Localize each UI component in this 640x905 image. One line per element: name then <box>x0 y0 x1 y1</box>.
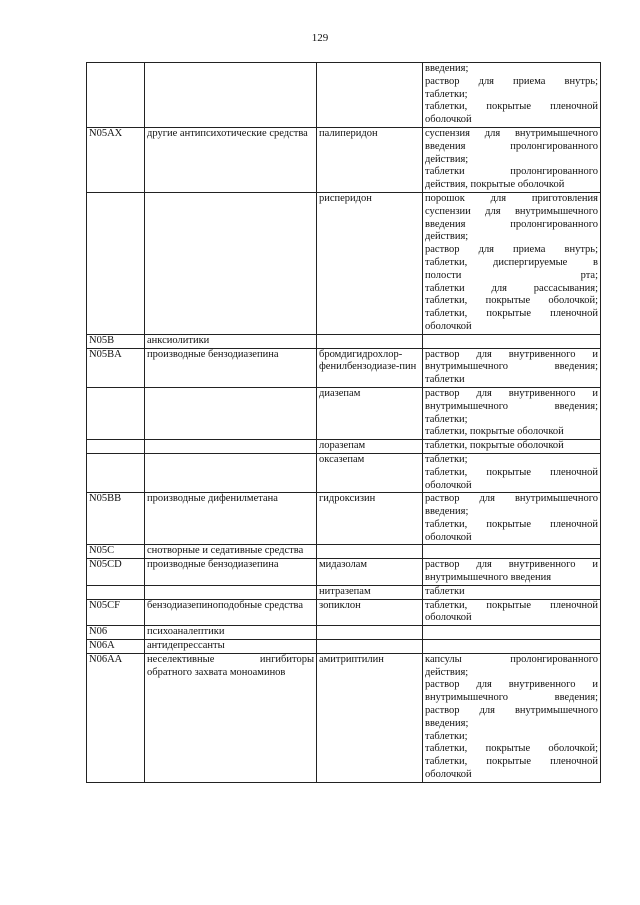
group-name-cell <box>145 387 317 439</box>
table-row <box>87 192 601 334</box>
dosage-form-line: действия; <box>425 153 469 165</box>
dosage-form-line: таблетки, покрытые оболочкой; <box>425 295 598 307</box>
table-row <box>87 599 601 626</box>
dosage-forms-cell <box>423 559 601 586</box>
dosage-forms-cell <box>423 493 601 545</box>
atc-code-cell: N06A <box>87 640 145 654</box>
dosage-form-line: полости рта; <box>425 269 598 281</box>
dosage-form-line: оболочкой <box>425 479 472 491</box>
group-name-cell <box>145 63 317 128</box>
table-row <box>87 453 601 492</box>
dosage-form-line: капсулы пролонгированного <box>425 653 598 665</box>
drug-name-cell: диазепам <box>317 387 423 439</box>
atc-code-cell <box>87 440 145 454</box>
dosage-forms-cell <box>423 63 601 128</box>
dosage-form-line: введения; <box>425 506 469 518</box>
drug-name-cell: мидазолам <box>317 559 423 586</box>
atc-code-cell: N05CF <box>87 599 145 626</box>
table-row <box>87 653 601 782</box>
group-name-cell: антидепрессанты <box>145 640 317 654</box>
dosage-form-line: раствор для внутримышечного <box>425 705 598 717</box>
drug-name-cell: оксазепам <box>317 453 423 492</box>
dosage-form-line: раствор для приема внутрь; <box>425 75 598 87</box>
group-name-cell: другие антипсихотические средства <box>145 127 317 192</box>
dosage-form-line: таблетки, покрытые оболочкой <box>425 440 564 452</box>
dosage-form-line: таблетки, покрытые пленочной <box>425 101 598 113</box>
atc-code-cell: N05CD <box>87 559 145 586</box>
atc-code-cell: N06 <box>87 626 145 640</box>
drug-name-cell <box>317 640 423 654</box>
dosage-form-line: внутримышечного введения <box>425 572 552 584</box>
dosage-form-line: таблетки, покрытые пленочной <box>425 466 598 478</box>
drug-table <box>86 62 601 783</box>
group-name-cell <box>145 453 317 492</box>
dosage-form-line: таблетки; <box>425 413 468 425</box>
dosage-form-line: введения; <box>425 717 469 729</box>
dosage-form-line: таблетки, покрытые пленочной <box>425 599 598 611</box>
atc-code-cell <box>87 63 145 128</box>
atc-code-cell: N05B <box>87 334 145 348</box>
table-row <box>87 626 601 640</box>
dosage-form-line: раствор для приема внутрь; <box>425 244 598 256</box>
dosage-forms-cell <box>423 127 601 192</box>
table-row <box>87 127 601 192</box>
table-row <box>87 585 601 599</box>
table-row <box>87 440 601 454</box>
atc-code-cell <box>87 453 145 492</box>
drug-name-cell <box>317 626 423 640</box>
dosage-form-line: оболочкой <box>425 612 472 624</box>
drug-name-cell: нитразепам <box>317 585 423 599</box>
dosage-form-line: таблетки, покрытые пленочной <box>425 308 598 320</box>
drug-name-cell: зопиклон <box>317 599 423 626</box>
atc-code-cell <box>87 585 145 599</box>
dosage-form-line: таблетки для рассасывания; <box>425 282 598 294</box>
table-row <box>87 559 601 586</box>
dosage-form-line: таблетки; <box>425 88 468 100</box>
dosage-form-line: таблетки <box>425 374 465 386</box>
group-name-cell <box>145 440 317 454</box>
dosage-form-line: действия; <box>425 231 469 243</box>
dosage-forms-cell <box>423 440 601 454</box>
dosage-forms-cell <box>423 453 601 492</box>
dosage-form-line: оболочкой <box>425 320 472 332</box>
drug-name-cell <box>317 63 423 128</box>
drug-table-body <box>87 63 601 783</box>
dosage-form-line: действия, покрытые оболочкой <box>425 179 565 191</box>
dosage-form-line: введения пролонгированного <box>425 140 598 152</box>
atc-code-cell: N05AX <box>87 127 145 192</box>
dosage-form-line: оболочкой <box>425 114 472 126</box>
atc-code-cell <box>87 192 145 334</box>
atc-code-cell: N06AA <box>87 653 145 782</box>
drug-name-cell: гидроксизин <box>317 493 423 545</box>
dosage-form-line: таблетки, покрытые пленочной <box>425 518 598 530</box>
table-row <box>87 493 601 545</box>
dosage-forms-cell <box>423 640 601 654</box>
dosage-form-line: раствор для внутривенного и <box>425 348 598 360</box>
page-number: 129 <box>311 32 329 44</box>
drug-name-cell: лоразепам <box>317 440 423 454</box>
dosage-form-line: таблетки, покрытые оболочкой <box>425 426 564 438</box>
dosage-form-line: таблетки, диспергируемые в <box>425 256 598 268</box>
dosage-form-line: оболочкой <box>425 531 472 543</box>
drug-name-cell: амитриптилин <box>317 653 423 782</box>
drug-name-cell <box>317 545 423 559</box>
dosage-form-line: суспензия для внутримышечного <box>425 127 598 139</box>
dosage-forms-cell <box>423 599 601 626</box>
group-name-cell: производные бензодиазепина <box>145 559 317 586</box>
group-name-cell: анксиолитики <box>145 334 317 348</box>
group-name-cell: производные дифенилметана <box>145 493 317 545</box>
dosage-forms-cell <box>423 387 601 439</box>
dosage-forms-cell <box>423 585 601 599</box>
group-name-cell <box>145 585 317 599</box>
dosage-form-line: таблетки <box>425 585 465 597</box>
dosage-form-line: внутримышечного введения; <box>425 361 598 373</box>
table-row <box>87 348 601 387</box>
drug-name-cell: бромдигидрохлор-фенилбензодиазе-пин <box>317 348 423 387</box>
table-row <box>87 387 601 439</box>
atc-code-cell: N05BB <box>87 493 145 545</box>
atc-code-cell <box>87 387 145 439</box>
dosage-form-line: таблетки пролонгированного <box>425 166 598 178</box>
dosage-form-line: введения пролонгированного <box>425 218 598 230</box>
drug-name-cell <box>317 334 423 348</box>
dosage-form-line: порошок для приготовления <box>425 192 598 204</box>
dosage-form-line: суспензии для внутримышечного <box>425 205 598 217</box>
dosage-form-line: введения; <box>425 63 469 74</box>
dosage-form-line: таблетки; <box>425 453 468 465</box>
dosage-forms-cell <box>423 653 601 782</box>
group-name-cell: снотворные и седативные средства <box>145 545 317 559</box>
dosage-forms-cell <box>423 192 601 334</box>
dosage-form-line: внутримышечного введения; <box>425 400 598 412</box>
dosage-form-line: внутримышечного введения; <box>425 692 598 704</box>
dosage-form-line: раствор для внутривенного и <box>425 387 598 399</box>
table-row <box>87 545 601 559</box>
drug-name-cell: рисперидон <box>317 192 423 334</box>
dosage-form-line: раствор для внутривенного и <box>425 679 598 691</box>
atc-code-cell: N05BA <box>87 348 145 387</box>
dosage-form-line: раствор для внутривенного и <box>425 559 598 571</box>
group-name-cell: психоаналептики <box>145 626 317 640</box>
table-row <box>87 334 601 348</box>
table-row <box>87 640 601 654</box>
dosage-forms-cell <box>423 348 601 387</box>
group-name-cell <box>145 192 317 334</box>
dosage-form-line: оболочкой <box>425 769 472 781</box>
dosage-form-line: таблетки; <box>425 730 468 742</box>
drug-name-cell: палиперидон <box>317 127 423 192</box>
dosage-forms-cell <box>423 626 601 640</box>
dosage-form-line: таблетки, покрытые оболочкой; <box>425 743 598 755</box>
atc-code-cell: N05C <box>87 545 145 559</box>
group-name-cell: бензодиазепиноподобные средства <box>145 599 317 626</box>
group-name-cell: производные бензодиазепина <box>145 348 317 387</box>
dosage-form-line: таблетки, покрытые пленочной <box>425 756 598 768</box>
dosage-forms-cell <box>423 545 601 559</box>
dosage-forms-cell <box>423 334 601 348</box>
dosage-form-line: раствор для внутримышечного <box>425 493 598 505</box>
group-name-cell: неселективные ингибиторы обратного захвата моноаминов <box>145 653 317 782</box>
table-row <box>87 63 601 128</box>
dosage-form-line: действия; <box>425 666 469 678</box>
